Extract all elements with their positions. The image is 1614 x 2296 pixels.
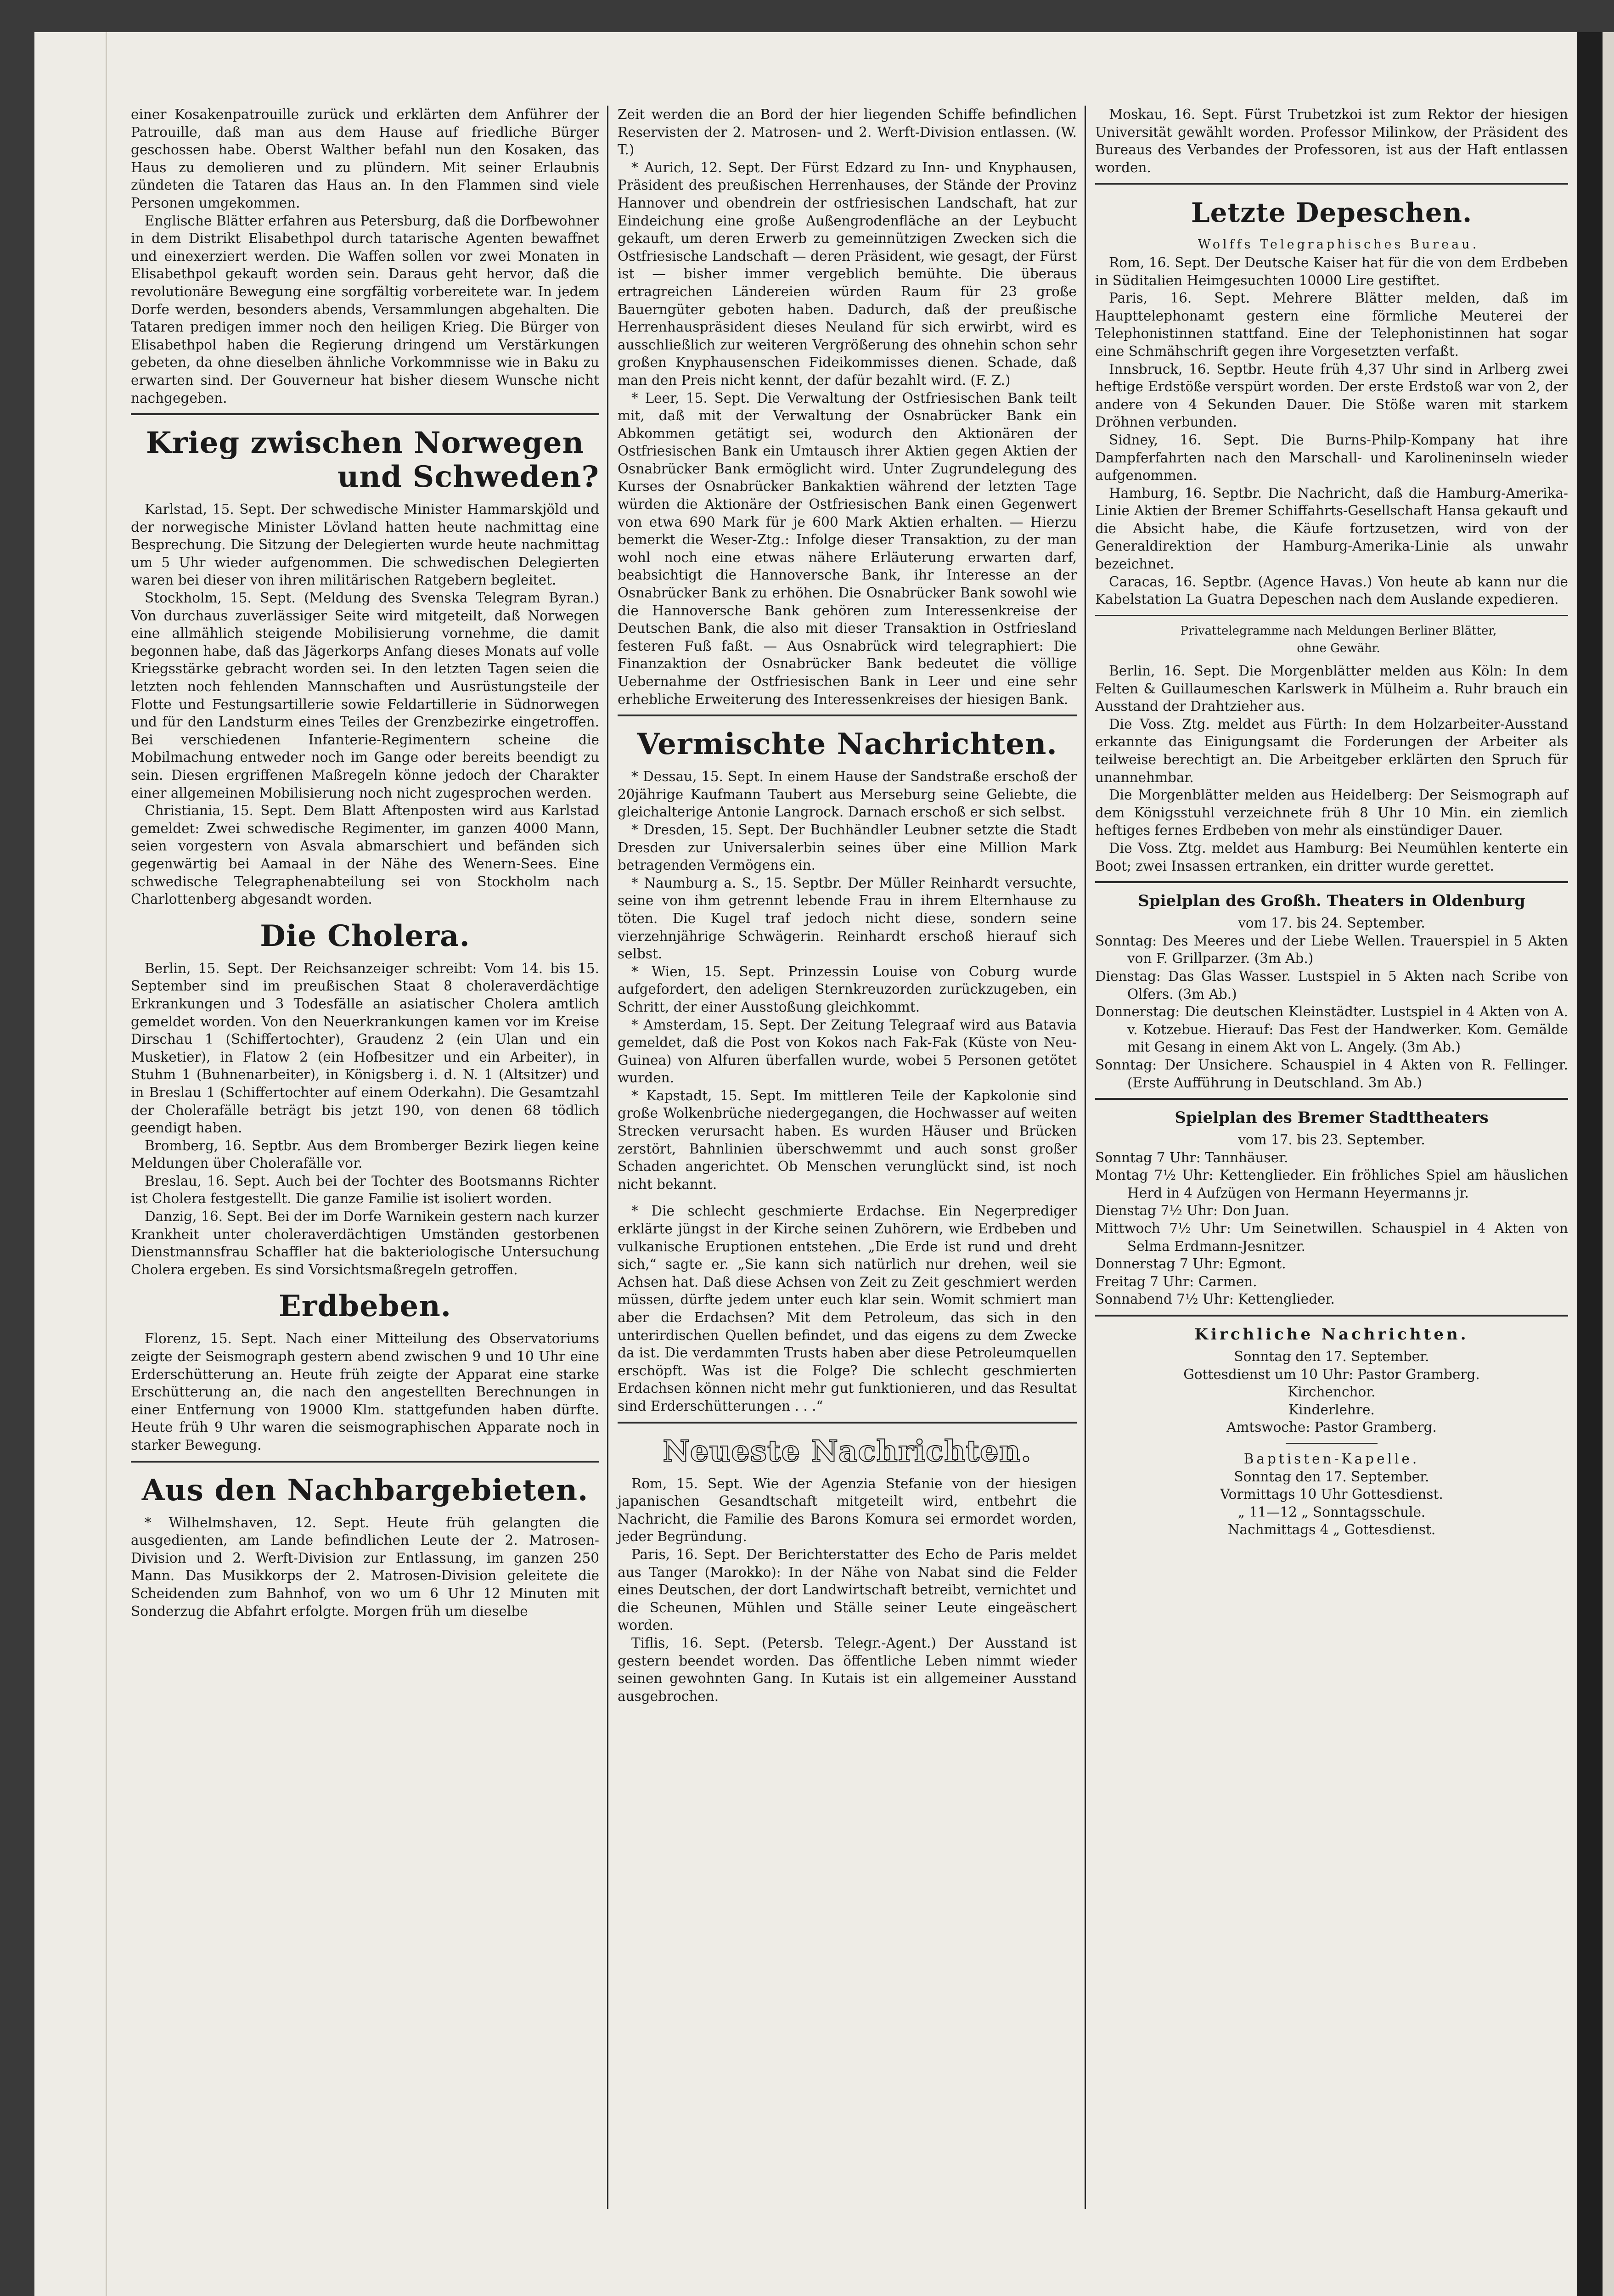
program-entry: Mittwoch 7½ Uhr: Um Seinetwillen. Schauspiel in 4 Akten von Selma Erdmann-Jesnitzer. bbox=[1095, 1221, 1568, 1254]
article-paragraph: Berlin, 16. Sept. Die Morgenblätter melden aus Köln: In dem Felten & Guillaumeschen Karlswerk in Mülheim a. Ruhr brauch ein Ausstand der Drahtzieher aus. bbox=[1095, 663, 1568, 715]
heading-neueste: Neueste Nachrichten. bbox=[663, 1434, 1032, 1469]
church-line: Kinderlehre. bbox=[1288, 1401, 1375, 1418]
article-paragraph: Innsbruck, 16. Septbr. Heute früh 4,37 Uhr sind in Arlberg zwei heftige Erdstöße verspürt worden. Der erste Erdstoß war von 2, der andere von 4 Sekunden Dauer. Die Stöße waren mit starkem Dröhnen verbunden. bbox=[1095, 361, 1568, 430]
church-line: Gottesdienst um 10 Uhr: Pastor Gramberg. bbox=[1183, 1366, 1480, 1382]
heading-erdbeben: Erdbeben. bbox=[279, 1289, 451, 1324]
article-paragraph: Christiania, 15. Sept. Dem Blatt Aftenposten wird aus Karlstad gemeldet: Zwei schwedische Regimenter, im ganzen 4000 Mann, seien vorgestern von Asvala abmarschiert und befänden sich gegenwärtig bei Aamaal in der Nähe des Wenern-Sees. Eine schwedische Telegraphenabteilung sei von Stockholm nach Charlottenberg abgesandt worden. bbox=[131, 803, 599, 907]
article-paragraph: * Wien, 15. Sept. Prinzessin Louise von Coburg wurde aufgefordert, den adeligen Sternkreuzorden zurückzugeben, ein Schritt, der einer Ausstoßung gleichkommt. bbox=[618, 963, 1077, 1015]
program-entry: Sonntag: Der Unsichere. Schauspiel in 4 Akten von R. Fellinger. (Erste Aufführung in Deutschland. 3m Ab.) bbox=[1095, 1057, 1568, 1091]
article-paragraph: * Die schlecht geschmierte Erdachse. Ein Negerprediger erklärte jüngst in der Kirche seinen Zuhörern, wie Erdbeben und vulkanische Eruptionen entstehen. „Die Erde ist rund und dreht sich,“ sagte er. „Sie kann sich natürlich nur drehen, weil sie Achsen hat. Daß diese Achsen von Zeit zu Zeit geschmiert werden müssen, dürfte jedem unter euch klar sein. Womit schmiert man aber die Erdachsen? Mit dem Petroleum, das sich in den unterirdischen Quellen befindet, und das eigens zu dem Zwecke da ist. Die verdammten Trusts haben aber diese Petroleumquellen erschöpft. Was ist die Folge? Die schlecht geschmierten Erdachsen können nicht mehr gut funktionieren, und das Resultat sind Erderschütterungen . . .“ bbox=[618, 1203, 1077, 1414]
column-3 bbox=[1095, 106, 1568, 1539]
program-entry: Montag 7½ Uhr: Kettenglieder. Ein fröhliches Spiel am häuslichen Herd in 4 Aufzügen von Hermann Heyermanns jr. bbox=[1095, 1167, 1568, 1201]
church-line: Vormittags 10 Uhr Gottesdienst. bbox=[1220, 1486, 1443, 1503]
article-paragraph: Sidney, 16. Sept. Die Burns-Philp-Kompany hat ihre Dampferfahrten nach den Marschall- und Karolineninseln wieder aufgenommen. bbox=[1095, 432, 1568, 484]
article-paragraph: einer Kosakenpatrouille zurück und erklärten dem Anführer der Patrouille, daß man aus dem Hause auf friedliche Bürger geschossen habe. Oberst Walther befahl nun den Kosaken, das Haus zu demolieren und zu plündern. Mit seiner Erlaubnis zündeten die Tataren das Haus an. In den Flammen sind viele Personen umgekommen. bbox=[131, 107, 599, 211]
article-paragraph: * Wilhelmshaven, 12. Sept. Heute früh gelangten die ausgedienten, am Lande befindlichen Leute der 2. Matrosen-Division und 2. Werft-Division zur Entlassung, im ganzen 250 Mann. Das Musikkorps der 2. Matrosen-Division geleitete die Scheidenden zum Bahnhof, von wo um 6 Uhr 12 Minuten mit Sonderzug die Abfahrt erfolgte. Morgen früh um dieselbe bbox=[131, 1514, 599, 1619]
divider bbox=[131, 1461, 599, 1463]
privat-note-2: ohne Gewähr. bbox=[1297, 642, 1380, 656]
agency-subtitle: Wolffs Telegraphisches Bureau. bbox=[1198, 237, 1479, 252]
article-paragraph: Die Voss. Ztg. meldet aus Fürth: In dem Holzarbeiter-Ausstand erkannte das Einigungsamt die Forderungen der Arbeiter als teilweise berechtigt an. Die Arbeitgeber erklärten den Spruch für unannehmbar. bbox=[1095, 716, 1568, 785]
heading-vermischte: Vermischte Nachrichten. bbox=[637, 727, 1057, 762]
next-page-strip bbox=[1603, 32, 1614, 2296]
divider bbox=[618, 1422, 1077, 1424]
program-entry: Sonntag: Des Meeres und der Liebe Wellen. Trauerspiel in 5 Akten von F. Grillparzer. (3m Ab.) bbox=[1095, 933, 1568, 967]
article-paragraph: Die Morgenblätter melden aus Heidelberg: Der Seismograph auf dem Königsstuhl verzeichnete früh 8 Uhr 10 Min. ein ziemlich heftiges fernes Erdbeben von mehr als einstündiger Dauer. bbox=[1095, 787, 1568, 838]
church-line: Amtswoche: Pastor Gramberg. bbox=[1226, 1419, 1437, 1435]
date-range: vom 17. bis 24. September. bbox=[1238, 915, 1425, 931]
divider bbox=[1286, 1443, 1378, 1444]
heading-bremer: Spielplan des Bremer Stadttheaters bbox=[1175, 1109, 1489, 1127]
article-paragraph: Berlin, 15. Sept. Der Reichsanzeiger schreibt: Vom 14. bis 15. September sind im preußischen Staat 8 choleraverdächtige Erkrankungen und 3 Todesfälle an asiatischer Cholera amtlich gemeldet worden. Von den Neuerkrankungen kamen vor im Kreise Dirschau 1 (Schiffertochter), Graudenz 2 (ein Ulan und ein Musketier), in Flatow 2 (ein Hofbesitzer und ein Arbeiter), in Stuhm 1 (Buhnenarbeiter), in Königsberg i. d. N. 1 (Altsitzer) und in Breslau 1 (Schiffertochter auf einem Oderkahn). Die Gesamtzahl der Cholerafälle beträgt bis jetzt 190, von denen 68 tödlich geendigt haben. bbox=[131, 960, 599, 1136]
article-paragraph: Stockholm, 15. Sept. (Meldung des Svenska Telegram Byran.) Von durchaus zuverlässiger Seite wird mitgeteilt, daß Norwegen eine allmählich steigende Mobilisierung vornehme, die damit begonnen habe, daß das Jägerkorps Anfang dieses Monats auf volle Kriegsstärke gebracht worden sei. In den letzten Tagen seien die letzten noch fehlenden Mannschaften und Ausrüstungsteile der Flotte und Festungsartillerie sowie Feldartillerie in Südnorwegen und für den Landsturm eines Teiles der Grenzbezirke eingetroffen. Bei verschiedenen Infanterie-Regimentern scheine die Mobilmachung entweder noch im Gange oder bereits beendigt zu sein. Diesen ergriffenen Maßregeln könne jedoch der Charakter einer allgemeinen Mobilisierung noch nicht zugesprochen werden. bbox=[131, 590, 599, 801]
divider bbox=[131, 413, 599, 415]
column-2 bbox=[618, 106, 1077, 1705]
article-paragraph: Die Voss. Ztg. meldet aus Hamburg: Bei Neumühlen kenterte ein Boot; zwei Insassen ertranken, ein dritter wurde gerettet. bbox=[1095, 840, 1568, 874]
heading-kirche: Kirchliche Nachrichten. bbox=[1194, 1325, 1469, 1344]
article-paragraph: * Leer, 15. Sept. Die Verwaltung der Ostfriesischen Bank teilt mit, daß mit der Verwaltung der Osnabrücker Bank ein Abkommen getätigt sei, wodurch den Aktionären der Ostfriesischen Bank ein Umtausch ihrer Aktien gegen Aktien der Osnabrücker Bank ermöglicht wird. Unter Zugrundelegung des Kurses der Osnabrücker Bankaktien während der letzten Tage würden die Aktionäre der Ostfriesischen Bank einen Gegenwert von etwa 690 Mark für je 600 Mark Aktien erhalten. — Hierzu bemerkt die Weser-Ztg.: Infolge dieser Transaktion, zu der man wohl noch eine etwas nähere Erläuterung erwarten darf, beabsichtigt die Hannoversche Bank, ihr Interesse an der Osnabrücker Bank zu erhöhen. Die Osnabrücker Bank sowohl wie die Hannoversche Bank gehören zum Interessenkreise der Deutschen Bank, die also mit dieser Transaktion in Ostfriesland festeren Fuß faßt. — Aus Osnabrück wird telegraphiert: Die Finanzaktion der Osnabrücker Bank bedeutet die völlige Uebernahme der Ostfriesischen Bank in Leer und eine sehr erhebliche Erweiterung des Interessenkreises der hiesigen Bank. bbox=[618, 390, 1077, 707]
article-paragraph: Hamburg, 16. Septbr. Die Nachricht, daß die Hamburg-Amerika-Linie Aktien der Bremer Schiffahrts-Gesellschaft Hansa gekauft und die Absicht habe, die Käufe fortzusetzen, wird von der Generaldirektion der Hamburg-Amerika-Linie als unwahr bezeichnet. bbox=[1095, 485, 1568, 572]
article-paragraph: * Dessau, 15. Sept. In einem Hause der Sandstraße erschoß der 20jährige Kaufmann Taubert aus Merseburg seine Geliebte, die gleichalterige Antonie Langrock. Darnach erschoß er sich selbst. bbox=[618, 769, 1077, 820]
column-rule bbox=[1085, 106, 1086, 2209]
page-fold bbox=[106, 32, 107, 2296]
heading-baptisten: Baptisten-Kapelle. bbox=[1243, 1451, 1420, 1467]
article-paragraph: Tiflis, 16. Sept. (Petersb. Telegr.-Agent.) Der Ausstand ist gestern beendet worden. Das öffentliche Leben nimmt wieder seinen gewohnten Gang. In Kutais ist ein allgemeiner Ausstand ausgebrochen. bbox=[618, 1635, 1077, 1704]
article-paragraph: * Kapstadt, 15. Sept. Im mittleren Teile der Kapkolonie sind große Wolkenbrüche niedergegangen, die Hochwasser auf weiten Strecken verursacht haben. Es wurden Häuser und Brücken zerstört, Bahnlinien überschwemmt und auch sonst großer Schaden angerichtet. Ob Menschen verunglückt sind, ist noch nicht bekannt. bbox=[618, 1087, 1077, 1192]
article-paragraph: Danzig, 16. Sept. Bei der im Dorfe Warnikein gestern nach kurzer Krankheit unter choleraverdächtigen Umständen gestorbenen Dienstmannsfrau Schaffler hat die bakteriologische Untersuchung Cholera ergeben. Es sind Vorsichtsmaßregeln getroffen. bbox=[131, 1209, 599, 1277]
program-entry: Dienstag: Das Glas Wasser. Lustspiel in 5 Akten nach Scribe von Olfers. (3m Ab.) bbox=[1095, 968, 1568, 1002]
heading-cholera: Die Cholera. bbox=[260, 918, 470, 953]
program-entry: Donnerstag: Die deutschen Kleinstädter. Lustspiel in 4 Akten von A. v. Kotzebue. Hierauf: Das Fest der Handwerker. Kom. Gemälde mit Gesang in einem Akt von L. Angely. (3m Ab.) bbox=[1095, 1004, 1568, 1055]
divider bbox=[1095, 1315, 1568, 1317]
article-paragraph: Paris, 16. Sept. Mehrere Blätter melden, daß im Haupttelephonamt gestern eine förmliche Meuterei der Telephonistinnen stattfand. Eine der Telephonistinnen hat sogar eine Schmähschrift gegen ihre Vorgesetzten verfaßt. bbox=[1095, 290, 1568, 359]
article-paragraph: Caracas, 16. Septbr. (Agence Havas.) Von heute ab kann nur die Kabelstation La Guatra Depeschen nach dem Auslande expedieren. bbox=[1095, 574, 1568, 608]
article-paragraph: Rom, 15. Sept. Wie der Agenzia Stefanie von der hiesigen japanischen Gesandtschaft mitgeteilt wird, entbehrt die Nachricht, die Familie des Barons Komura sei ermordet worden, jeder Begründung. bbox=[618, 1475, 1077, 1545]
column-1 bbox=[131, 106, 599, 1620]
divider bbox=[1095, 881, 1568, 883]
article-paragraph: * Amsterdam, 15. Sept. Der Zeitung Telegraaf wird aus Batavia gemeldet, daß die Post von Kokos nach Fak-Fak (Küste von Neu-Guinea) von Alfuren überfallen wurde, wobei 5 Personen getötet wurden. bbox=[618, 1017, 1077, 1086]
privat-note: Privattelegramme nach Meldungen Berliner Blätter, bbox=[1180, 624, 1497, 638]
divider bbox=[1095, 1098, 1568, 1100]
program-entry: Sonntag 7 Uhr: Tannhäuser. bbox=[1095, 1149, 1288, 1165]
article-paragraph: Florenz, 15. Sept. Nach einer Mitteilung des Observatoriums zeigte der Seismograph gestern abend zwischen 9 und 10 Uhr eine Erderschütterung an. Heute früh zeigte der Apparat eine starke Erschütterung an, die nach den angestellten Berechnungen in einer Entfernung von 19000 Klm. stattgefunden haben dürfte. Heute früh 9 Uhr waren die seismographischen Apparate noch in starker Bewegung. bbox=[131, 1331, 599, 1453]
date-range: vom 17. bis 23. September. bbox=[1238, 1132, 1425, 1148]
article-paragraph: * Aurich, 12. Sept. Der Fürst Edzard zu Inn- und Knyphausen, Präsident des preußischen Herrenhauses, der Stände der Provinz Hannover und obendrein der ostfriesischen Landschaft, hat zur Eindeichung eine große Außengrodenfläche an der Leybucht gekauft, um deren Erwerb zu gemeinnützigen Zwecken sich die Ostfriesische Landschaft — deren Präsident, wie gesagt, der Fürst ist — bisher immer vergeblich bemühte. Die überaus ertragreichen Ländereien würden Raum für 23 große Bauerngüter geboten haben. Dadurch, daß der preußische Herrenhauspräsident dieses Neuland für sich erwirbt, wird es ausschließlich zur weiteren Vergrößerung des ohnehin schon sehr großen Knyphausenschen Fideikommisses dienen. Schade, daß man den Preis nicht kennt, der dafür bezahlt wird. (F. Z.) bbox=[618, 159, 1077, 388]
heading-depeschen: Letzte Depeschen. bbox=[1191, 197, 1473, 229]
program-entry: Freitag 7 Uhr: Carmen. bbox=[1095, 1273, 1257, 1289]
heading-krieg-2: und Schweden? bbox=[337, 460, 599, 495]
article-paragraph: Moskau, 16. Sept. Fürst Trubetzkoi ist zum Rektor der hiesigen Universität gewählt worden. Professor Milinkow, der Präsident des Bureaus des Verbandes der Professoren, ist aus der Haft entlassen worden. bbox=[1095, 107, 1568, 175]
divider bbox=[1095, 615, 1568, 616]
heading-oldenburg: Spielplan des Großh. Theaters in Oldenburg bbox=[1138, 892, 1525, 911]
program-entry: Donnerstag 7 Uhr: Egmont. bbox=[1095, 1256, 1286, 1272]
program-entry: Sonnabend 7½ Uhr: Kettenglieder. bbox=[1095, 1291, 1335, 1307]
article-paragraph: Paris, 16. Sept. Der Berichterstatter des Echo de Paris meldet aus Tanger (Marokko): In der Nähe von Nabat sind die Felder eines Deutschen, der dort Landwirtschaft betreibt, vernichtet und die Scheunen, Mühlen und Ställe seiner Leute eingeäschert worden. bbox=[618, 1546, 1077, 1633]
article-paragraph: Karlstad, 15. Sept. Der schwedische Minister Hammarskjöld und der norwegische Minister Lövland hatten heute nachmittag eine Besprechung. Die Sitzung der Delegierten wurde heute nachmittag um 5 Uhr wieder aufgenommen. Die schwedischen Delegierten waren bei dieser von ihren militärischen Ratgebern begleitet. bbox=[131, 501, 599, 588]
article-paragraph: Bromberg, 16. Septbr. Aus dem Bromberger Bezirk liegen keine Meldungen über Cholerafälle vor. bbox=[131, 1137, 599, 1171]
church-line: Kirchenchor. bbox=[1288, 1384, 1376, 1400]
heading-nachbargebiete: Aus den Nachbargebieten. bbox=[141, 1473, 589, 1508]
article-paragraph: Zeit werden die an Bord der hier liegenden Schiffe befindlichen Reservisten der 2. Matrosen- und 2. Werft-Division entlassen. (W. T.) bbox=[618, 107, 1077, 158]
article-paragraph: Rom, 16. Sept. Der Deutsche Kaiser hat für die von dem Erdbeben in Süditalien Heimgesuchten 10000 Lire gestiftet. bbox=[1095, 254, 1568, 288]
church-line: Sonntag den 17. September. bbox=[1234, 1469, 1429, 1485]
program-entry: Dienstag 7½ Uhr: Don Juan. bbox=[1095, 1203, 1289, 1219]
church-line: „ 11—12 „ Sonntagsschule. bbox=[1237, 1504, 1426, 1520]
column-rule bbox=[607, 106, 608, 2209]
divider bbox=[1095, 183, 1568, 185]
article-paragraph: * Naumburg a. S., 15. Septbr. Der Müller Reinhardt versuchte, seine von ihm getrennt lebende Frau in ihrem Elternhause zu töten. Die Kugel traf jedoch nicht diese, sondern seine vierzehnjährige Schwägerin. Reinhardt erschoß hierauf sich selbst. bbox=[618, 875, 1077, 962]
heading-krieg: Krieg zwischen Norwegen bbox=[146, 426, 584, 461]
article-paragraph: Englische Blätter erfahren aus Petersburg, daß die Dorfbewohner in dem Distrikt Elisabethpol durch tatarische Agenten bewaffnet und einexerziert werden. Die Waffen sollen vor zwei Monaten in Elisabethpol gekauft worden sein. Daraus geht hervor, daß die revolutionäre Bewegung eine sorgfältig vorbereitete war. In jedem Dorfe werden, besonders abends, Versammlungen abgehalten. Die Tataren predigen immer noch den heiligen Krieg. Die Bürger von Elisabethpol haben die Regierung dringend um Verstärkungen gebeten, da ohne dieselben ähnliche Vorkommnisse wie in Baku zu erwarten sind. Der Gouverneur hat bisher diesem Wunsche nicht nachgegeben. bbox=[131, 213, 599, 406]
article-paragraph: * Dresden, 15. Sept. Der Buchhändler Leubner setzte die Stadt Dresden zur Universalerbin seines über eine Million Mark betragenden Vermögens ein. bbox=[618, 822, 1077, 873]
church-line: Sonntag den 17. September. bbox=[1234, 1349, 1429, 1365]
divider bbox=[618, 715, 1077, 716]
church-line: Nachmittags 4 „ Gottesdienst. bbox=[1227, 1522, 1436, 1538]
article-paragraph: Breslau, 16. Sept. Auch bei der Tochter des Bootsmanns Richter ist Cholera festgestellt. Die ganze Familie ist isoliert worden. bbox=[131, 1173, 599, 1207]
